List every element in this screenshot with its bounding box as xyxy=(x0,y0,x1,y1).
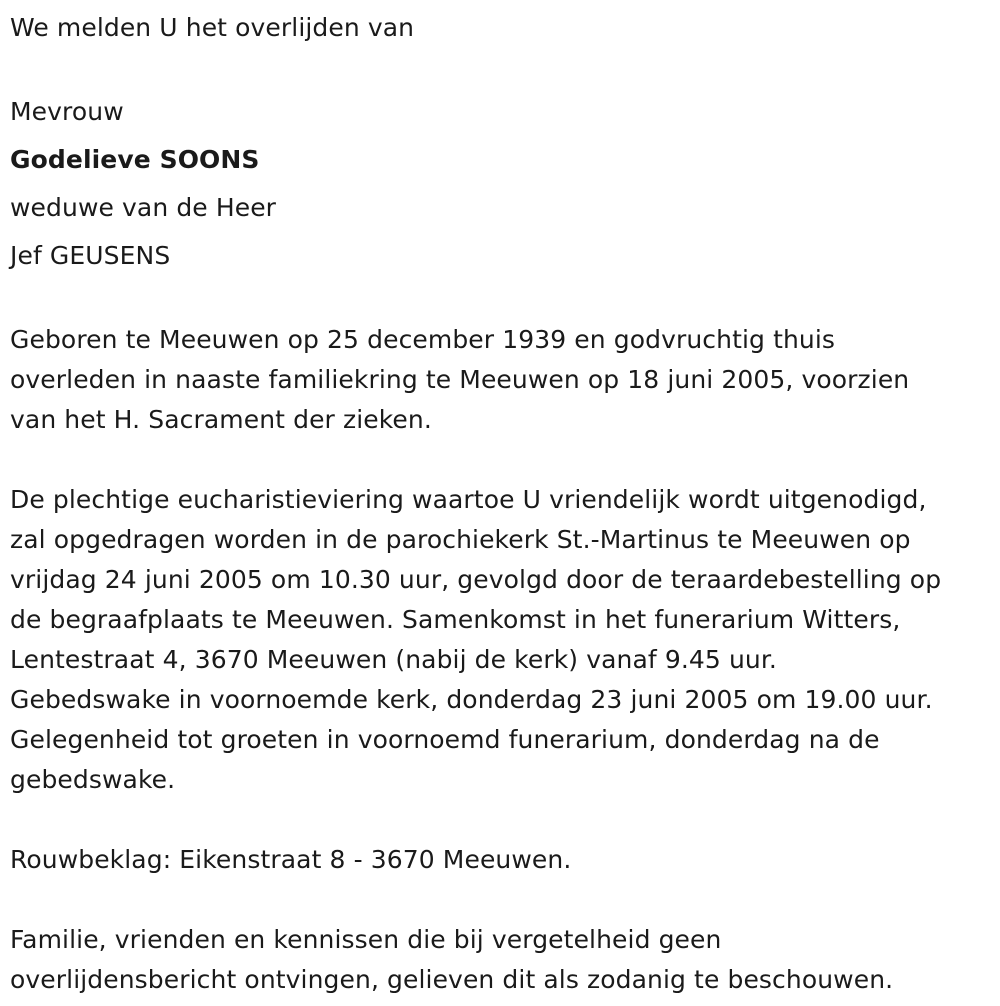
spacer xyxy=(10,800,995,840)
deceased-block xyxy=(10,88,995,280)
paragraph-line: de begraafplaats te Meeuwen. Samenkomst in het funerarium Witters, xyxy=(10,605,901,634)
paragraph-line: overlijdensbericht ontvingen, gelieven dit als zodanig te beschouwen. xyxy=(10,965,894,994)
paragraph-line: Familie, vrienden en kennissen die bij vergetelheid geen xyxy=(10,925,722,954)
paragraph-line: Geboren te Meeuwen op 25 december 1939 en godvruchtig thuis xyxy=(10,325,836,354)
paragraph-line: overleden in naaste familiekring te Meeuwen op 18 juni 2005, voorzien xyxy=(10,365,910,394)
spacer xyxy=(10,440,995,480)
paragraph-line: vrijdag 24 juni 2005 om 10.30 uur, gevolgd door de teraardebestelling op xyxy=(10,565,942,594)
deceased-title: Mevrouw xyxy=(10,97,124,126)
ceremony-paragraph xyxy=(10,480,995,800)
spouse-name: Jef GEUSENS xyxy=(10,241,171,270)
condolence-address: Rouwbeklag: Eikenstraat 8 - 3670 Meeuwen. xyxy=(10,845,572,874)
paragraph-line: van het H. Sacrament der zieken. xyxy=(10,405,432,434)
spacer xyxy=(10,280,995,320)
relation-line: weduwe van de Heer xyxy=(10,193,277,222)
paragraph-line: De plechtige eucharistieviering waartoe U vriendelijk wordt uitgenodigd, xyxy=(10,485,927,514)
paragraph-line: zal opgedragen worden in de parochiekerk St.-Martinus te Meeuwen op xyxy=(10,525,911,554)
death-notice xyxy=(10,8,995,1000)
paragraph-line: Gelegenheid tot groeten in voornoemd funerarium, donderdag na de xyxy=(10,725,880,754)
deceased-name: Godelieve SOONS xyxy=(10,145,260,174)
intro-line: We melden U het overlijden van xyxy=(10,13,415,42)
closing-paragraph xyxy=(10,920,995,1000)
birth-paragraph xyxy=(10,320,995,440)
spacer xyxy=(10,880,995,920)
spacer xyxy=(10,48,995,88)
paragraph-line: Gebedswake in voornoemde kerk, donderdag 23 juni 2005 om 19.00 uur. xyxy=(10,685,933,714)
paragraph-line: Lentestraat 4, 3670 Meeuwen (nabij de kerk) vanaf 9.45 uur. xyxy=(10,645,777,674)
paragraph-line: gebedswake. xyxy=(10,765,176,794)
